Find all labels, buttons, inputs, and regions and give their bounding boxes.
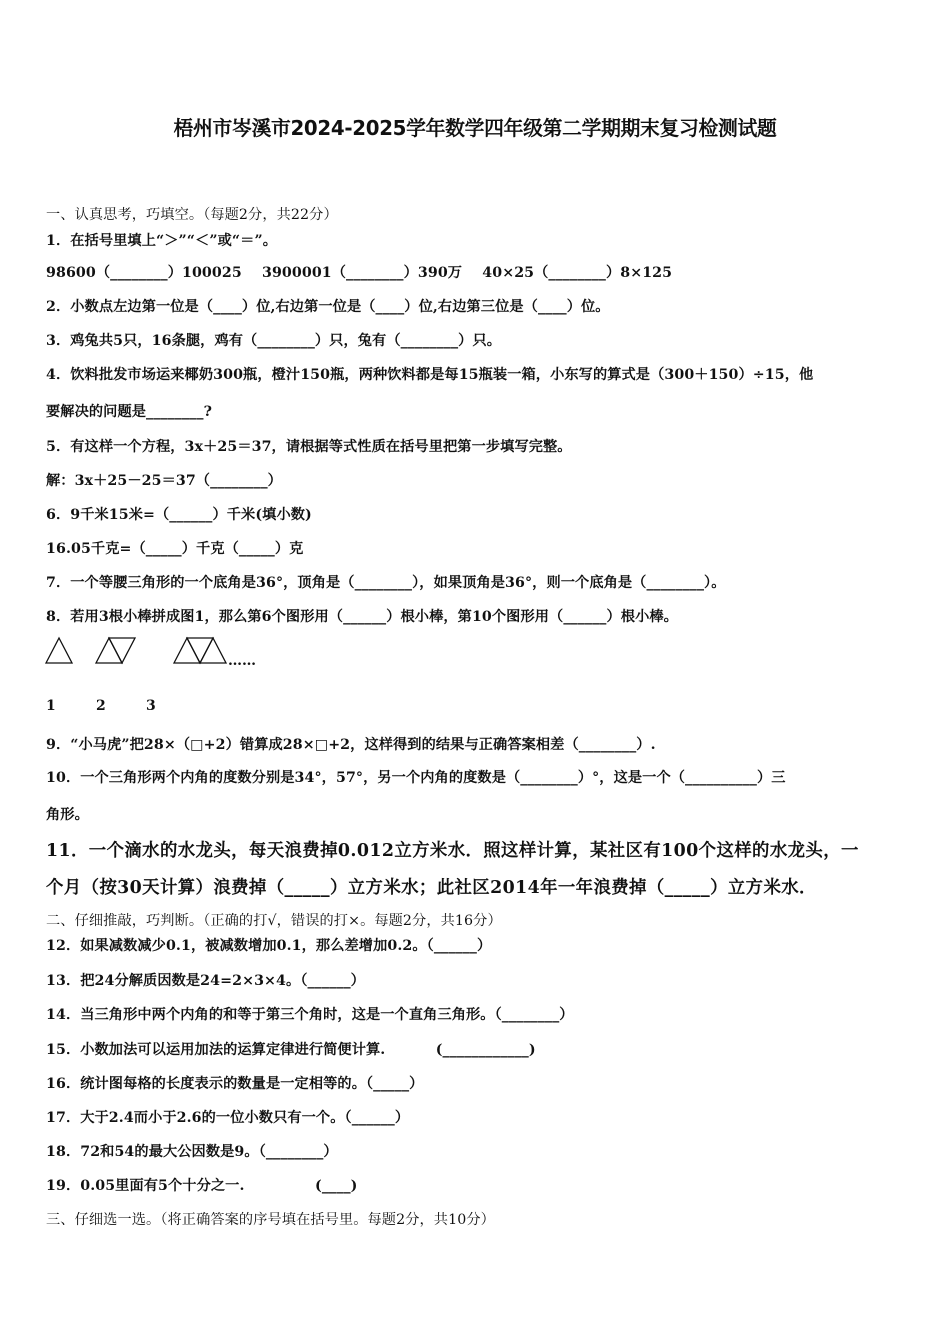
- question-11-continued: 个月（按30天计算）浪费掉（_____）立方米水；此社区2014年一年浪费掉（_____）立方米水．: [46, 878, 817, 898]
- figure-1-triangle: [46, 638, 72, 663]
- question-19: 19．0.05里面有5个十分之一. (____): [46, 1178, 358, 1194]
- triangle-stick-figures: [44, 634, 284, 668]
- figure-ellipsis: ……: [228, 653, 256, 668]
- question-3: 3．鸡兔共5只，16条腿，鸡有（________）只，兔有（________）只。: [46, 333, 502, 349]
- figure-2-triangles: [96, 638, 135, 663]
- question-5: 5．有这样一个方程，3x＋25＝37，请根据等式性质在括号里把第一步填写完整。: [46, 439, 572, 455]
- figure-3-triangles: [174, 638, 226, 663]
- question-1-items: 98600（________）100025 3900001（________）390万 40×25（________）8×125: [46, 265, 673, 281]
- question-5-solution: 解：3x＋25－25＝37（________）: [46, 473, 282, 489]
- section-two-heading: 二、仔细推敲，巧判断。（正确的打√，错误的打×。每题2分，共16分）: [46, 913, 502, 929]
- question-10-continued: 角形。: [46, 807, 89, 823]
- question-4-continued: 要解决的问题是________?: [46, 404, 212, 420]
- question-8: 8．若用3根小棒拼成图1，那么第6个图形用（______）根小棒，第10个图形用（______）根小棒。: [46, 609, 678, 625]
- question-12: 12．如果减数减少0.1，被减数增加0.1，那么差增加0.2。（______）: [46, 938, 492, 954]
- question-14: 14．当三角形中两个内角的和等于第三个角时，这是一个直角三角形。（________）: [46, 1007, 574, 1023]
- question-16: 16．统计图每格的长度表示的数量是一定相等的。（_____）: [46, 1076, 424, 1092]
- question-9: 9．“小马虎”把28×（□+2）错算成28×□+2，这样得到的结果与正确答案相差（________）.: [46, 737, 656, 753]
- question-6-part-2: 16.05千克=（_____）千克（_____）克: [46, 541, 304, 557]
- page-title: 梧州市岑溪市2024-2025学年数学四年级第二学期期末复习检测试题: [173, 116, 777, 140]
- question-17: 17．大于2.4而小于2.6的一位小数只有一个。（______）: [46, 1110, 410, 1126]
- question-7: 7．一个等腰三角形的一个底角是36°，顶角是（________），如果顶角是36°，则一个底角是（________）。: [46, 575, 726, 591]
- figure-label-1: 1: [46, 698, 56, 714]
- figure-label-2: 2: [96, 698, 106, 714]
- question-2: 2．小数点左边第一位是（____）位,右边第一位是（____）位,右边第三位是（____）位。: [46, 299, 610, 315]
- question-1: 1．在括号里填上“＞”“＜”或“＝”。: [46, 233, 277, 249]
- question-10: 10．一个三角形两个内角的度数分别是34°，57°，另一个内角的度数是（________）°，这是一个（__________）三: [46, 770, 786, 786]
- question-18: 18．72和54的最大公因数是9。（________）: [46, 1144, 338, 1160]
- question-4: 4．饮料批发市场运来椰奶300瓶，橙汁150瓶，两种饮料都是每15瓶装一箱，小东写的算式是（300＋150）÷15，他: [46, 367, 814, 383]
- question-13: 13．把24分解质因数是24=2×3×4。（______）: [46, 973, 365, 989]
- question-15: 15．小数加法可以运用加法的运算定律进行简便计算. (____________): [46, 1042, 536, 1058]
- figure-label-3: 3: [146, 698, 156, 714]
- section-one-heading: 一、认真思考，巧填空。（每题2分，共22分）: [46, 207, 338, 223]
- section-three-heading: 三、仔细选一选。（将正确答案的序号填在括号里。每题2分，共10分）: [46, 1212, 495, 1228]
- question-11: 11．一个滴水的水龙头，每天浪费掉0.012立方米水．照这样计算，某社区有100个这样的水龙头，一: [46, 841, 859, 861]
- question-6: 6．9千米15米=（______）千米(填小数): [46, 507, 312, 523]
